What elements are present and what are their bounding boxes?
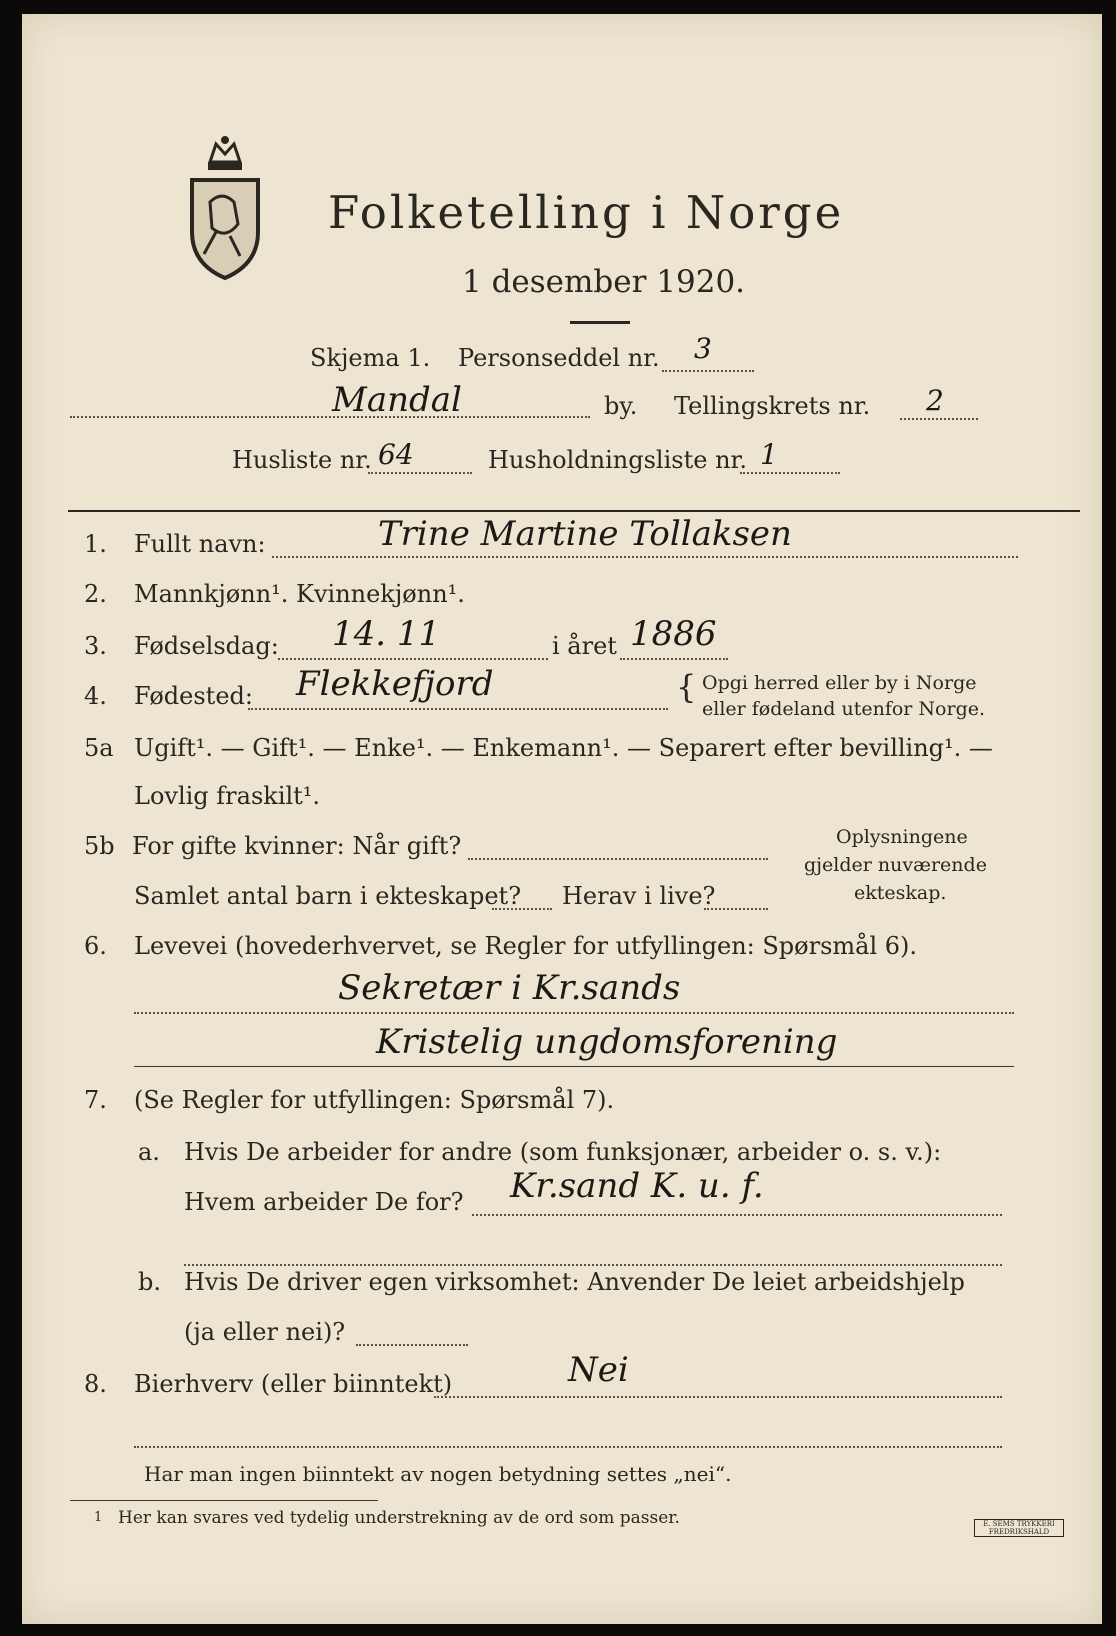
q5b-note-1: Oplysningene (836, 826, 968, 848)
occupation-value-2: Kristelig ungdomsforening (376, 1022, 838, 1062)
husholdningsliste-label: Husholdningsliste nr. (488, 446, 747, 474)
q3-year-label: i året (552, 632, 617, 660)
footnote-text: Her kan svares ved tydelig understrekning av de ord som passer. (118, 1508, 680, 1528)
city-value: Mandal (332, 380, 462, 420)
marital-status-options: Ugift¹. — Gift¹. — Enke¹. — Enkemann¹. — Separert efter bevilling¹. — (134, 734, 993, 762)
q5b-label-3: Herav i live? (562, 882, 716, 910)
personseddel-label: Personseddel nr. (458, 344, 660, 372)
q5b-label: For gifte kvinner: Når gift? (132, 832, 462, 860)
husliste-label: Husliste nr. (232, 446, 372, 474)
header-rule (68, 510, 1080, 512)
tellingskrets-value: 2 (926, 384, 944, 417)
title-divider (570, 321, 630, 324)
q7a-label: Hvis De arbeider for andre (som funksjonær, arbeider o. s. v.): (184, 1138, 942, 1166)
q4-number: 4. (84, 682, 107, 710)
birth-year-value: 1886 (630, 614, 717, 654)
footnote-mark: 1 (94, 1510, 103, 1525)
coat-of-arms-icon (182, 132, 268, 282)
q5b-note-2: gjelder nuværende (804, 854, 987, 876)
q8-label: Bierhverv (eller biinntekt) (134, 1370, 453, 1398)
no-income-note: Har man ingen biinntekt av nogen betydning settes „nei“. (144, 1462, 732, 1486)
birthplace-value: Flekkefjord (296, 664, 494, 704)
q7b-label-2: (ja eller nei)? (184, 1318, 346, 1346)
q7-label: (Se Regler for utfyllingen: Spørsmål 7). (134, 1086, 615, 1114)
q7b-letter: b. (138, 1268, 161, 1296)
q5a-number: 5a (84, 734, 114, 762)
husholdningsliste-value: 1 (760, 438, 778, 471)
q8-number: 8. (84, 1370, 107, 1398)
schema-label: Skjema 1. (310, 344, 431, 372)
personseddel-value: 3 (694, 332, 712, 365)
census-date: 1 desember 1920. (462, 264, 746, 300)
q1-label: Fullt navn: (134, 530, 266, 558)
q1-number: 1. (84, 530, 107, 558)
q5b-label-2: Samlet antal barn i ekteskapet? (134, 882, 522, 910)
census-form: Folketelling i Norge 1 desember 1920. Skjema 1. Personseddel nr. 3 Mandal by. Tellingskrets nr. 2 Husliste nr. 64 Husholdningsliste nr. 1 1. Fullt navn: Trine Martine Tollaksen 2. Mannkjønn¹. Kvinnekjønn¹. 3. Fødselsdag: 14. 11 i året 1886 4. Fødested: Flekkefjord { Opgi herred eller by i Norge eller fødeland utenfor Norge. 5a Ugift¹. — Gift¹. — Enke¹. — Enkemann¹. — Separert efter bevilling¹. — Lovlig fraskilt¹. 5b For gifte kvinner: Når gift? Samlet antal barn i ekteskapet? Herav i live? Oplysningene gjelder nuværende ekteskap. 6. Levevei (hovederhvervet, se Regler for utfyllingen: Spørsmål 6). Sekretær i Kr.sands Kristelig ungdomsforening 7. (Se Regler for utfyllingen: Spørsmål 7). a. Hvis De arbeider for andre (som funksjonær, arbeider o. s. v.): Hvem arbeider De for? Kr.sand K. u. f. b. Hvis De driver egen virksomhet: Anvender De leiet arbeidshjelp (ja eller nei)? 8. Bierhverv (eller biinntekt) Nei Har man ingen biinntekt av nogen betydning settes „nei“. 1 Her kan svares ved tydelig understrekning av de ord som passer. E. SEMS TRYKKERI FREDRIKSHALD (22, 14, 1102, 1624)
birth-date-value: 14. 11 (332, 614, 441, 654)
q7b-label: Hvis De driver egen virksomhet: Anvender De leiet arbeidshjelp (184, 1268, 965, 1296)
q3-label: Fødselsdag: (134, 632, 279, 660)
birthplace-note-2: eller fødeland utenfor Norge. (702, 698, 986, 720)
q4-label: Fødested: (134, 682, 253, 710)
marital-status-options-2: Lovlig fraskilt¹. (134, 782, 321, 810)
q7a-letter: a. (138, 1138, 160, 1166)
q6-number: 6. (84, 932, 107, 960)
husliste-value: 64 (378, 438, 414, 471)
employer-value: Kr.sand K. u. f. (510, 1166, 764, 1206)
occupation-value-1: Sekretær i Kr.sands (338, 968, 681, 1008)
birthplace-note-1: Opgi herred eller by i Norge (702, 672, 977, 694)
q5b-note-3: ekteskap. (854, 882, 947, 904)
q2-number: 2. (84, 580, 107, 608)
gender-options: Mannkjønn¹. Kvinnekjønn¹. (134, 580, 465, 608)
q3-number: 3. (84, 632, 107, 660)
q7-number: 7. (84, 1086, 107, 1114)
q5b-number: 5b (84, 832, 115, 860)
form-title: Folketelling i Norge (328, 186, 845, 239)
side-income-value: Nei (568, 1350, 629, 1390)
printer-stamp: E. SEMS TRYKKERI FREDRIKSHALD (974, 1519, 1064, 1537)
q7a-label-2: Hvem arbeider De for? (184, 1188, 464, 1216)
q6-label: Levevei (hovederhvervet, se Regler for utfyllingen: Spørsmål 6). (134, 932, 918, 960)
by-label: by. (604, 392, 638, 420)
full-name-value: Trine Martine Tollaksen (378, 514, 792, 554)
tellingskrets-label: Tellingskrets nr. (674, 392, 871, 420)
